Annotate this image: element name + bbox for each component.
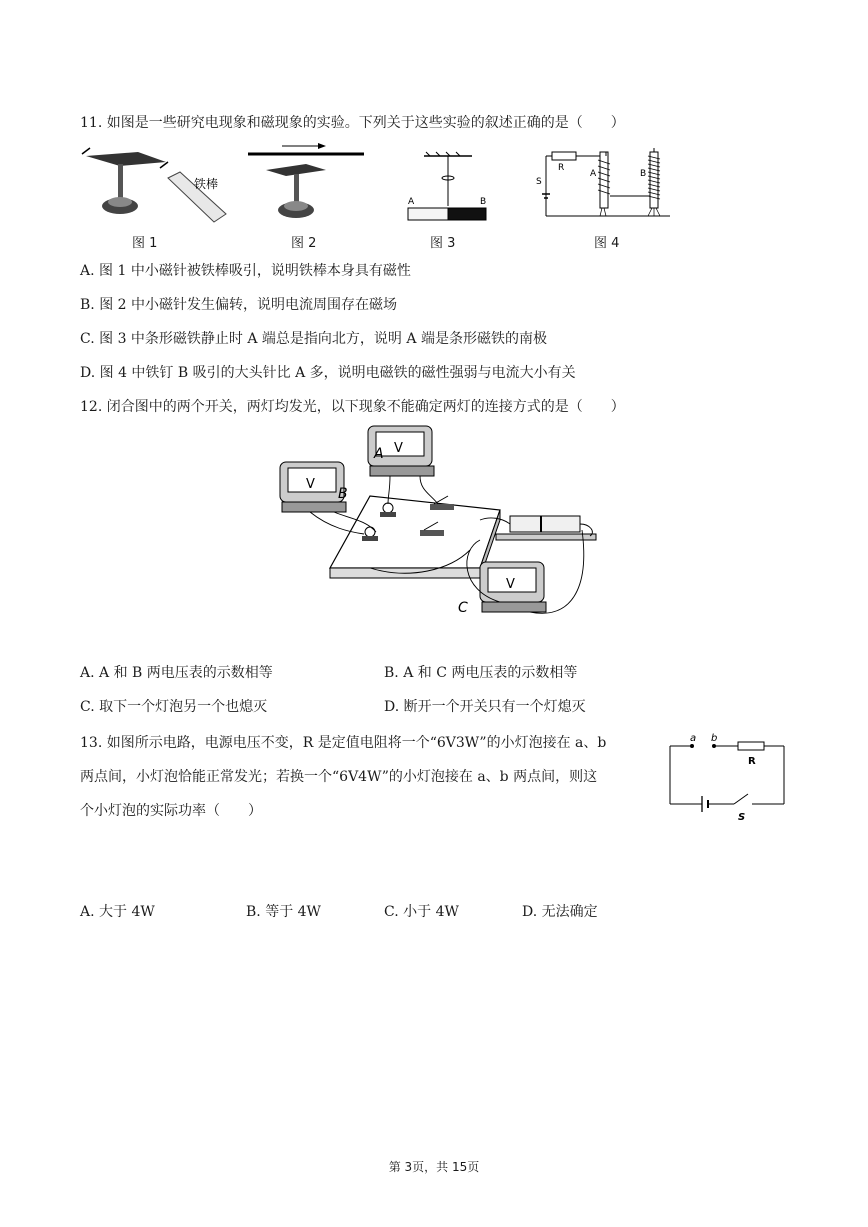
meter-b-symbol: V [306, 477, 315, 492]
meter-a-label: A [374, 446, 384, 462]
fig4-switch-label: S [536, 177, 542, 187]
q13-stem-line-2: 两点间，小灯泡恰能正常发光；若换一个“6V4W”的小灯泡接在 a、b 两点间，则这 [80, 769, 598, 785]
q11-stem: 11. 如图是一些研究电现象和磁现象的实验。下列关于这些实验的叙述正确的是（ ） [80, 115, 625, 131]
resistor-label: R [748, 756, 756, 767]
magnet-end-b: B [480, 197, 487, 207]
q12-option-b[interactable]: B. A 和 C 两电压表的示数相等 [384, 665, 578, 681]
q13-option-b[interactable]: B. 等于 4W [246, 904, 321, 920]
q12-option-d[interactable]: D. 断开一个开关只有一个灯熄灭 [384, 699, 586, 715]
meter-c-symbol: V [506, 577, 515, 592]
caption-fig2: 图 2 [291, 236, 317, 251]
q11-option-c[interactable]: C. 图 3 中条形磁铁静止时 A 端总是指向北方，说明 A 端是条形磁铁的南极 [80, 331, 547, 347]
q13-option-a[interactable]: A. 大于 4W [80, 904, 155, 920]
point-b-label: b [711, 733, 718, 744]
point-a-label: a [690, 733, 697, 744]
q13-circuit-figure [664, 732, 794, 822]
caption-fig4: 图 4 [594, 236, 620, 251]
caption-fig1: 图 1 [132, 236, 158, 251]
q13-option-d[interactable]: D. 无法确定 [522, 904, 598, 920]
fig4-nail-a-label: A [590, 169, 597, 179]
q11-figure-3 [402, 150, 492, 232]
page-footer: 第 3页，共 15页 [388, 1160, 480, 1174]
q12-stem: 12. 闭合图中的两个开关，两灯均发光，以下现象不能确定两灯的连接方式的是（ ） [80, 399, 625, 415]
q11-option-d[interactable]: D. 图 4 中铁钉 B 吸引的大头针比 A 多，说明电磁铁的磁性强弱与电流大小有关 [80, 365, 576, 381]
fig4-nail-b-label: B [640, 169, 647, 179]
q11-figure-2 [246, 142, 366, 232]
q13-stem-line-1: 13. 如图所示电路，电源电压不变，R 是定值电阻将一个“6V3W”的小灯泡接在 a、b [80, 735, 607, 751]
q11-figure-4 [534, 146, 676, 230]
switch-label: S [738, 812, 746, 822]
q11-figure-1 [78, 144, 228, 234]
iron-rod-label: 铁棒 [194, 177, 219, 191]
q13-stem-line-3: 个小灯泡的实际功率（ ） [80, 803, 262, 819]
q11-option-b[interactable]: B. 图 2 中小磁针发生偏转，说明电流周围存在磁场 [80, 297, 397, 313]
meter-a-symbol: V [394, 441, 403, 456]
fig4-resistor-label: R [558, 163, 565, 173]
meter-b-label: B [338, 486, 348, 502]
q12-option-c[interactable]: C. 取下一个灯泡另一个也熄灭 [80, 699, 268, 715]
magnet-end-a: A [408, 197, 415, 207]
q12-circuit-figure [270, 420, 610, 634]
meter-c-label: C [458, 600, 468, 616]
caption-fig3: 图 3 [430, 236, 456, 251]
q11-option-a[interactable]: A. 图 1 中小磁针被铁棒吸引，说明铁棒本身具有磁性 [80, 263, 411, 279]
q12-option-a[interactable]: A. A 和 B 两电压表的示数相等 [80, 665, 273, 681]
q13-option-c[interactable]: C. 小于 4W [384, 904, 459, 920]
